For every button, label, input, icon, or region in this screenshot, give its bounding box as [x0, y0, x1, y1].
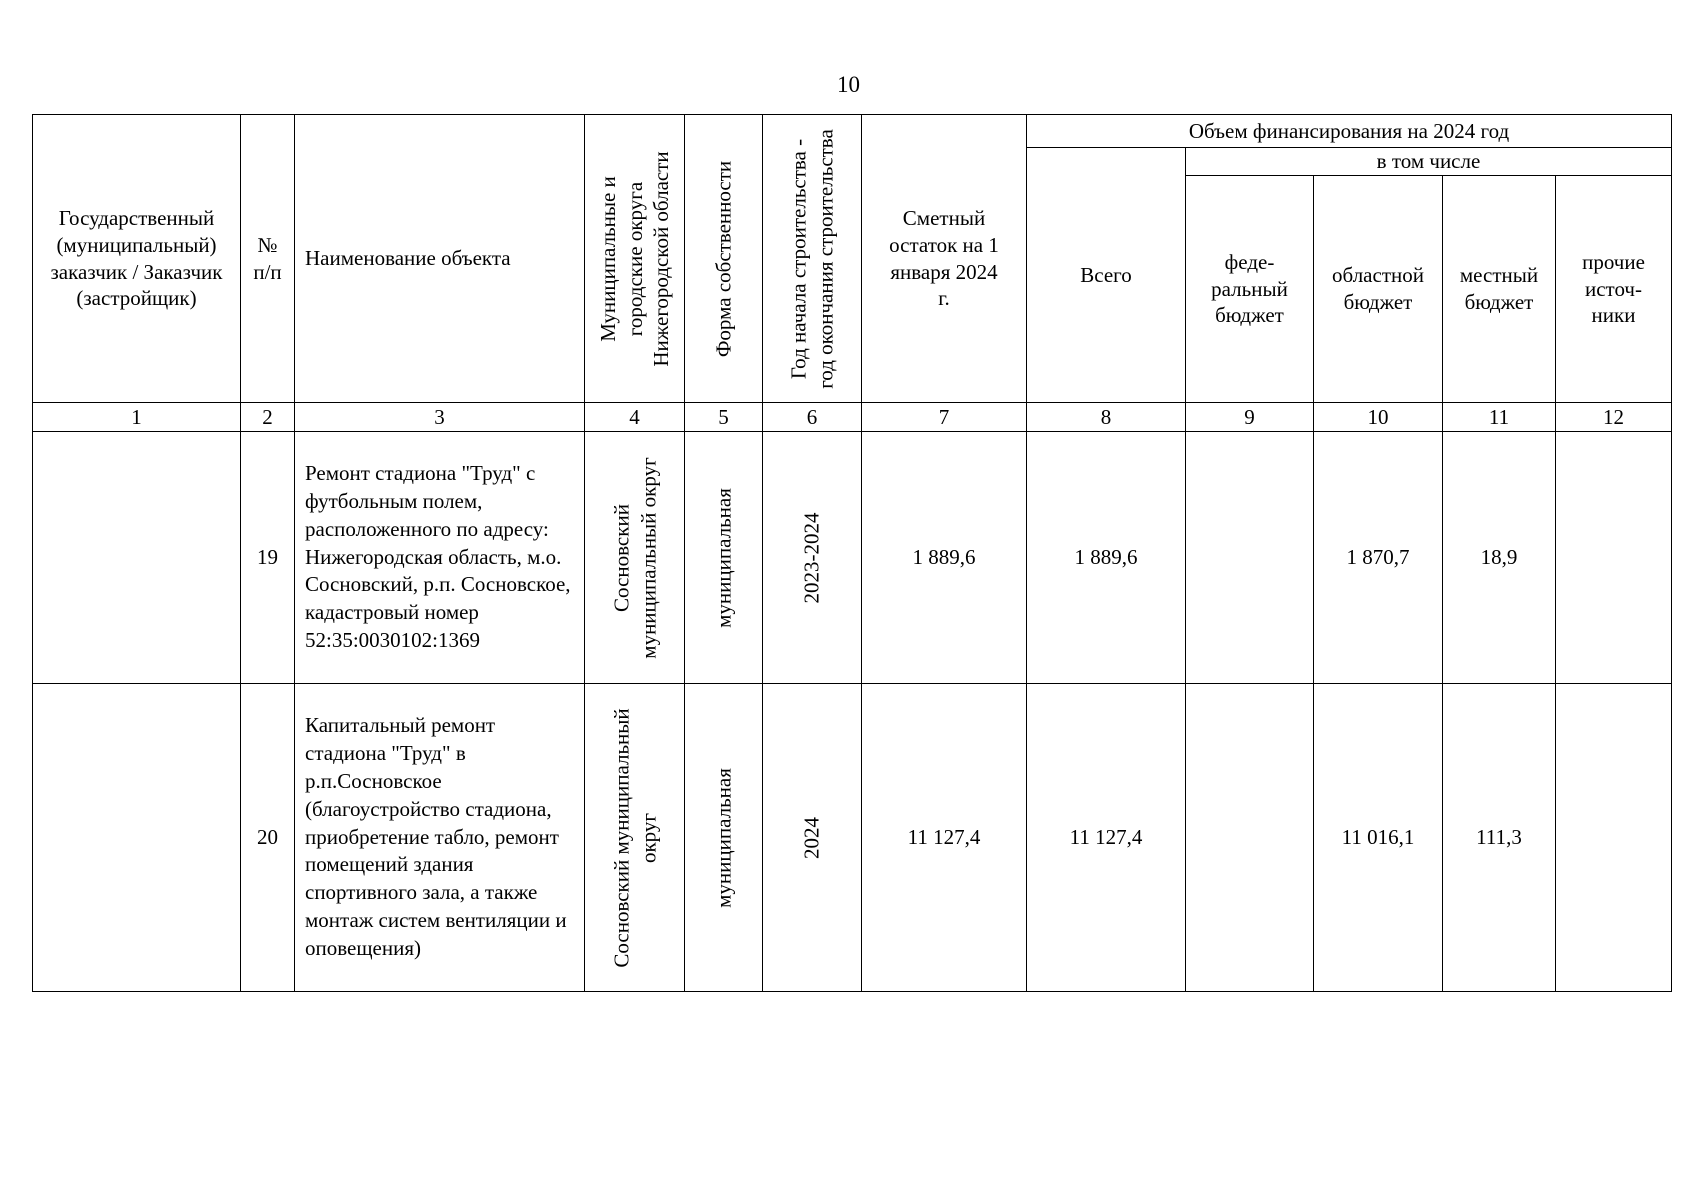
row-ownership-label: муниципальная	[711, 767, 736, 908]
row-local: 111,3	[1443, 684, 1556, 992]
row-municipality-label: Сосновский муниципальный округ	[608, 707, 660, 968]
column-number: 2	[241, 403, 295, 432]
row-years	[763, 432, 862, 684]
table-row	[33, 684, 1672, 992]
header-federal: феде-ральный бюджет	[1186, 176, 1314, 403]
row-object-name: Ремонт стадиона "Труд" с футбольным полем, расположенного по адресу: Нижегородская область, м.о. Сосновский, р.п. Сосновское, кадастровый номер 52:35:0030102:1369	[295, 432, 585, 684]
row-municipality-label: Сосновский муниципальный округ	[608, 456, 660, 659]
header-num: № п/п	[241, 115, 295, 403]
column-number: 3	[295, 403, 585, 432]
row-customer	[33, 684, 241, 992]
row-municipality	[585, 432, 685, 684]
header-years-label: Год начала строительства - год окончания строительства	[786, 128, 837, 389]
column-number-row	[33, 403, 1672, 432]
column-number: 5	[685, 403, 763, 432]
header-total: Всего	[1027, 148, 1186, 403]
header-municipality-label: Муниципальные и городские округа Нижегородской области	[595, 150, 673, 367]
row-num: 20	[241, 684, 295, 992]
row-local: 18,9	[1443, 432, 1556, 684]
column-number: 11	[1443, 403, 1556, 432]
column-number: 8	[1027, 403, 1186, 432]
row-num: 19	[241, 432, 295, 684]
row-years	[763, 684, 862, 992]
header-ownership-label: Форма собственности	[711, 160, 736, 357]
column-number: 10	[1314, 403, 1443, 432]
header-ownership	[685, 115, 763, 403]
row-municipality	[585, 684, 685, 992]
row-estimate: 11 127,4	[862, 684, 1027, 992]
header-other: прочие источ-ники	[1556, 176, 1672, 403]
header-row-1	[33, 115, 1672, 148]
row-object-name: Капитальный ремонт стадиона "Труд" в р.п.Сосновское (благоустройство стадиона, приобретение табло, ремонт помещений здания спортивного зала, а также монтаж систем вентиляции и оповещения)	[295, 684, 585, 992]
row-years-label: 2023-2024	[799, 512, 824, 603]
header-estimate: Сметный остаток на 1 января 2024 г.	[862, 115, 1027, 403]
row-ownership	[685, 684, 763, 992]
row-years-label: 2024	[799, 816, 824, 859]
row-estimate: 1 889,6	[862, 432, 1027, 684]
row-other	[1556, 684, 1672, 992]
header-object-name: Наименование объекта	[295, 115, 585, 403]
row-total: 1 889,6	[1027, 432, 1186, 684]
header-including: в том числе	[1186, 148, 1672, 176]
row-other	[1556, 432, 1672, 684]
column-number: 6	[763, 403, 862, 432]
column-number: 4	[585, 403, 685, 432]
column-number: 1	[33, 403, 241, 432]
header-local: местный бюджет	[1443, 176, 1556, 403]
header-regional: областной бюджет	[1314, 176, 1443, 403]
header-years	[763, 115, 862, 403]
financing-table	[32, 114, 1672, 992]
column-number: 7	[862, 403, 1027, 432]
row-federal	[1186, 432, 1314, 684]
header-municipality	[585, 115, 685, 403]
row-regional: 11 016,1	[1314, 684, 1443, 992]
header-funding-group: Объем финансирования на 2024 год	[1027, 115, 1672, 148]
row-regional: 1 870,7	[1314, 432, 1443, 684]
row-customer	[33, 432, 241, 684]
page-number: 10	[837, 72, 860, 97]
column-number: 9	[1186, 403, 1314, 432]
row-federal	[1186, 684, 1314, 992]
row-total: 11 127,4	[1027, 684, 1186, 992]
row-ownership-label: муниципальная	[711, 487, 736, 628]
row-ownership	[685, 432, 763, 684]
header-customer: Государственный (муниципальный) заказчик / Заказчик (застройщик)	[33, 115, 241, 403]
column-number: 12	[1556, 403, 1672, 432]
table-row	[33, 432, 1672, 684]
